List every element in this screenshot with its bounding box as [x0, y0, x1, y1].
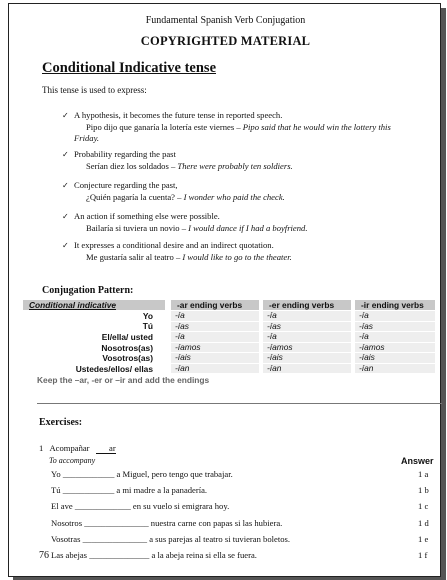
ending-ar: -ías [171, 322, 259, 332]
example-spanish: Bailaría si tuviera un novio – [86, 222, 186, 233]
exercise-item [51, 518, 282, 528]
pronoun: Yo [142, 311, 153, 321]
use-text: Probability regarding the past [74, 149, 176, 159]
example-spanish: Serían diez los soldados – [86, 160, 176, 171]
exercise-sentence: nuestra carne con papas si las hubiera. [148, 518, 283, 528]
example-english: I would dance if I had a boyfriend. [186, 222, 308, 233]
exercise-sentence: a la abeja reina si ella se fuera. [149, 550, 257, 560]
pronoun: Ustedes/ellos/ ellas [75, 364, 153, 374]
exercise-blank[interactable]: _______________ [84, 518, 149, 528]
ending-ir: -íamos [355, 343, 435, 353]
column-header-ar: -ar ending verbs [171, 300, 259, 310]
checkmark-icon: ✓ [62, 212, 69, 221]
example-english: Pipo said that he would win the lottery this [240, 121, 391, 132]
column-header-ir: -ir ending verbs [355, 300, 435, 310]
exercise-subject: Tú [51, 485, 61, 495]
exercise-subject: El ave [51, 501, 73, 511]
exercise-sentence: a mi madre a la panadería. [114, 485, 208, 495]
example-spanish: Pipo dijo que ganaría la lotería este viernes – [86, 121, 241, 132]
exercise-blank[interactable]: _______________ [82, 534, 148, 544]
exercise-item [51, 534, 290, 544]
ending-ar: -íais [171, 353, 259, 363]
ending-ir: -ía [355, 311, 435, 321]
answer-label: 1 e [418, 534, 429, 544]
ending-ir: -ían [355, 364, 435, 374]
exercise-item [51, 485, 207, 495]
exercise-blank[interactable]: ______________ [89, 550, 150, 560]
table-label: Conditional indicative [29, 300, 117, 310]
example-spanish: ¿Quién pagaría la cuenta? – [86, 191, 182, 202]
exercises-heading: Exercises: [39, 417, 83, 428]
use-item [62, 110, 391, 145]
conjugation-note: Keep the –ar, -er or –ir and add the endings [37, 375, 210, 385]
pronoun: Tú [142, 321, 153, 331]
use-text: An action if something else were possible. [74, 211, 220, 221]
exercise-item [51, 469, 233, 479]
exercise-subject: Vosotras [51, 534, 81, 544]
exercise-blank[interactable]: ____________ [62, 485, 115, 495]
ending-er: -ía [263, 332, 351, 342]
checkmark-icon: ✓ [62, 181, 69, 190]
ending-ir: -íais [355, 353, 435, 363]
table-label-cell [23, 300, 165, 310]
exercise-sentence: en su vuelo si emigrara hoy. [130, 501, 230, 511]
pronoun: Vosotros(as) [102, 353, 153, 363]
section-divider [37, 403, 442, 404]
ending-ar: -ía [171, 332, 259, 342]
section-intro: This tense is used to express: [42, 85, 147, 95]
example-english-cont: Friday. [74, 133, 100, 143]
ending-ir: -ías [355, 322, 435, 332]
exercise-blank[interactable]: ____________ [62, 469, 115, 479]
example-english: I would like to go to the theater. [180, 251, 292, 262]
answer-heading: Answer [401, 456, 434, 466]
conjugation-heading: Conjugation Pattern: [42, 285, 134, 296]
exercise-item [51, 501, 229, 511]
checkmark-icon: ✓ [62, 241, 69, 250]
exercise-translation: To accompany [49, 456, 96, 465]
use-item [62, 149, 293, 172]
example-english: I wonder who paid the check. [181, 191, 285, 202]
ending-ir: -ía [355, 332, 435, 342]
verb-stem-blank: ar [96, 443, 116, 454]
page-number: 76 [39, 550, 49, 561]
exercise-sentence: a sus parejas al teatro si tuvieran boletos. [147, 534, 291, 544]
checkmark-icon: ✓ [62, 111, 69, 120]
example-spanish: Me gustaría salir al teatro – [86, 251, 181, 262]
use-item [62, 180, 285, 203]
copyright-notice: COPYRIGHTED MATERIAL [140, 34, 311, 48]
use-item [62, 211, 308, 234]
ending-ar: -ían [171, 364, 259, 374]
exercise-subject: Nosotros [51, 518, 83, 528]
answer-label: 1 f [418, 550, 428, 560]
use-text: It expresses a conditional desire and an indirect quotation. [74, 240, 274, 250]
exercise-verb-line [39, 443, 116, 454]
section-title: Conditional Indicative tense [42, 60, 217, 76]
answer-label: 1 c [418, 501, 429, 511]
exercise-number: 1 [39, 443, 44, 453]
ending-er: -ían [263, 364, 351, 374]
ending-ar: -ía [171, 311, 259, 321]
answer-label: 1 d [418, 518, 429, 528]
exercise-verb: Acompañar [49, 443, 90, 453]
ending-er: -ía [263, 311, 351, 321]
exercise-sentence: a Miguel, pero tengo que trabajar. [114, 469, 233, 479]
ending-ar: -íamos [171, 343, 259, 353]
book-title: Fundamental Spanish Verb Conjugation [145, 15, 306, 26]
ending-er: -íais [263, 353, 351, 363]
use-text: A hypothesis, it becomes the future tense in reported speech. [74, 110, 283, 120]
example-english: There were probably ten soldiers. [175, 160, 293, 171]
book-page [8, 3, 441, 577]
use-item [62, 240, 292, 263]
exercise-subject: Las abejas [51, 550, 88, 560]
answer-label: 1 a [418, 469, 429, 479]
ending-er: -íamos [263, 343, 351, 353]
exercise-blank[interactable]: _____________ [74, 501, 131, 511]
answer-label: 1 b [418, 485, 429, 495]
exercise-item [51, 550, 257, 560]
checkmark-icon: ✓ [62, 150, 69, 159]
column-header-er: -er ending verbs [263, 300, 351, 310]
pronoun: El/ella/ usted [101, 332, 153, 342]
ending-er: -ías [263, 322, 351, 332]
page-shadow-right [441, 8, 446, 579]
pronoun: Nosotros(as) [101, 343, 153, 353]
exercise-subject: Yo [51, 469, 61, 479]
use-text: Conjecture regarding the past, [74, 180, 178, 190]
